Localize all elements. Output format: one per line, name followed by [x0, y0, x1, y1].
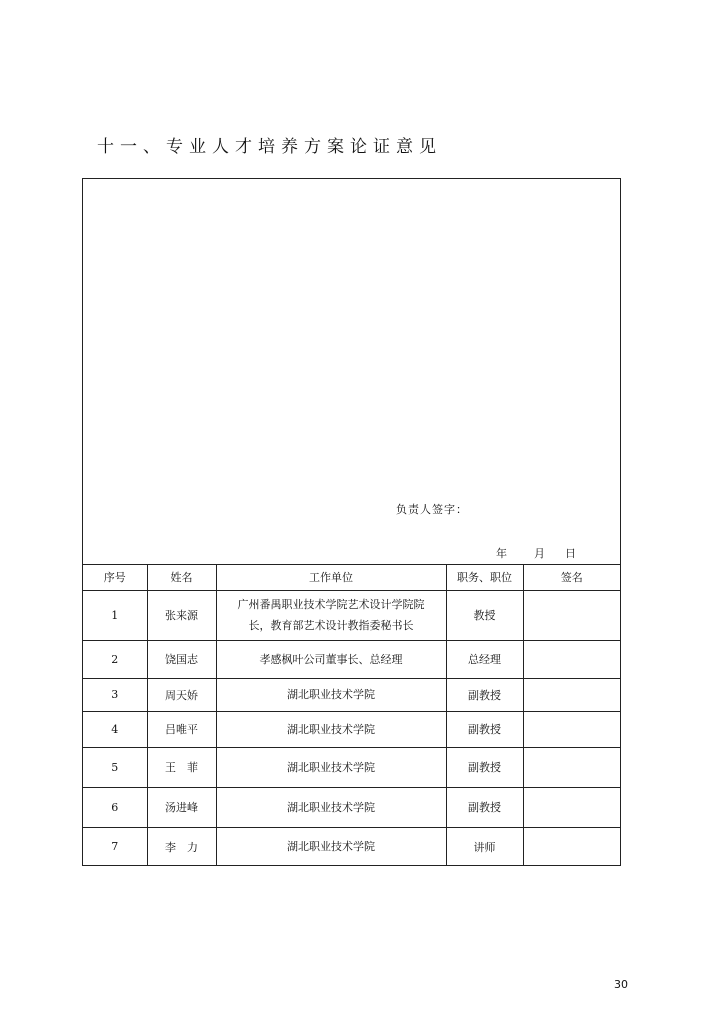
table-row: [83, 787, 620, 827]
row-position: 教授: [446, 590, 523, 640]
row-name: 汤进峰: [147, 787, 216, 827]
table-row: [83, 590, 620, 640]
row-number: 2: [83, 640, 147, 678]
header-position: 职务、职位: [446, 564, 523, 590]
table-row: [83, 678, 620, 711]
header-name: 姓名: [147, 564, 216, 590]
row-name: 饶国志: [147, 640, 216, 678]
row-name: 王 菲: [147, 747, 216, 787]
row-signature-cell[interactable]: [523, 827, 620, 866]
row-signature-cell[interactable]: [523, 590, 620, 640]
row-signature-cell[interactable]: [523, 711, 620, 747]
row-position: 副教授: [446, 711, 523, 747]
row-unit: 湖北职业技术学院: [216, 787, 446, 827]
row-unit: 孝感枫叶公司董事长、总经理: [216, 640, 446, 678]
row-position: 副教授: [446, 678, 523, 711]
row-signature-cell[interactable]: [523, 678, 620, 711]
row-number: 6: [83, 787, 147, 827]
row-position: 副教授: [446, 787, 523, 827]
row-position: 副教授: [446, 747, 523, 787]
date-month-label: 月: [534, 547, 545, 560]
header-unit: 工作单位: [216, 564, 446, 590]
date-year-label: 年: [496, 547, 507, 560]
table-row: [83, 747, 620, 787]
reviewer-table: [83, 564, 620, 866]
page-number: 30: [614, 978, 628, 991]
row-unit-line: 长，教育部艺术设计教指委秘书长: [248, 619, 414, 632]
row-name: 张来源: [147, 590, 216, 640]
row-position: 总经理: [446, 640, 523, 678]
signer-label: 负责人签字：: [396, 503, 468, 516]
header-signature: 签名: [523, 564, 620, 590]
table-header-row: [83, 564, 620, 590]
review-form: [82, 178, 621, 866]
row-number: 7: [83, 827, 147, 866]
table-row: [83, 827, 620, 866]
row-number: 3: [83, 678, 147, 711]
date-day-label: 日: [565, 547, 576, 560]
row-unit-line: 广州番禺职业技术学院艺术设计学院院: [237, 598, 425, 611]
row-name: 周天娇: [147, 678, 216, 711]
row-position: 讲师: [446, 827, 523, 866]
row-unit: 湖北职业技术学院: [216, 711, 446, 747]
row-number: 4: [83, 711, 147, 747]
row-number: 1: [83, 590, 147, 640]
section-title: 十一、专业人才培养方案论证意见: [97, 137, 442, 157]
row-unit: 湖北职业技术学院: [216, 678, 446, 711]
table-row: [83, 711, 620, 747]
row-signature-cell[interactable]: [523, 640, 620, 678]
header-number: 序号: [83, 564, 147, 590]
row-unit: 湖北职业技术学院: [216, 827, 446, 866]
row-unit: 湖北职业技术学院: [216, 747, 446, 787]
row-signature-cell[interactable]: [523, 787, 620, 827]
table-row: [83, 640, 620, 678]
row-number: 5: [83, 747, 147, 787]
row-signature-cell[interactable]: [523, 747, 620, 787]
row-unit: [216, 590, 446, 640]
opinion-box: [83, 179, 620, 565]
row-name: 李 力: [147, 827, 216, 866]
row-name: 吕唯平: [147, 711, 216, 747]
